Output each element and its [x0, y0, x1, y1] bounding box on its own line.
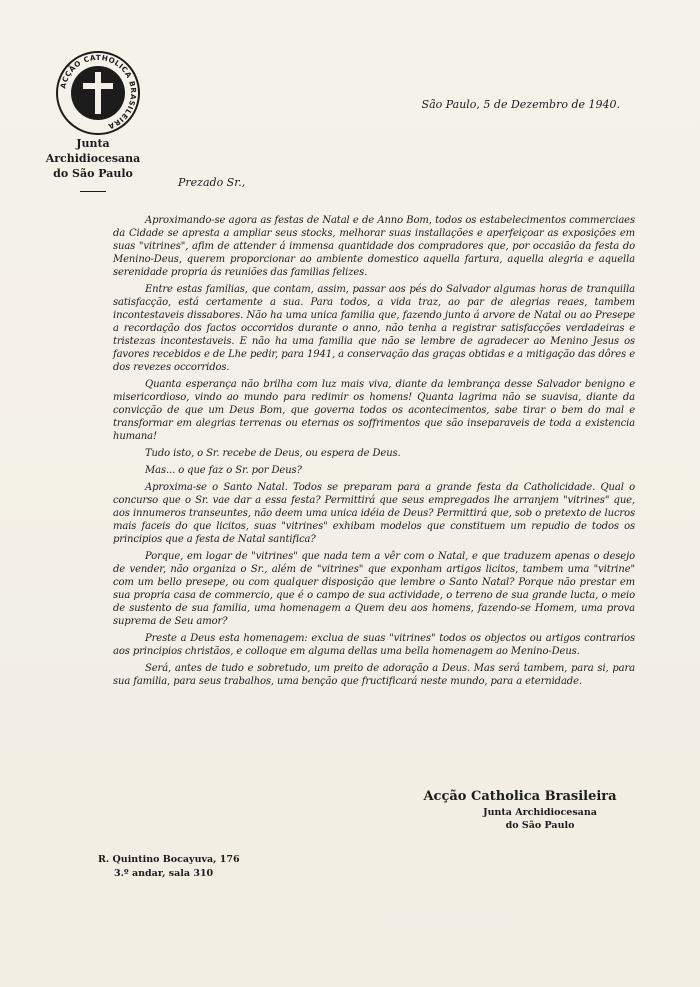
letterhead-line2: do São Paulo: [53, 167, 133, 180]
paragraph-4: Tudo isto, o Sr. recebe de Deus, ou espera de Deus.: [145, 448, 401, 459]
paragraph-7: Porque, em logar de "vitrines" que nada tem a vêr com o Natal, e que traduzem apenas o desejo de vender, não organiza o Sr., além de "vitrines" que exponham artigos licitos, tambem uma "vitrine" com um bello presepe, ou com qualquer disposição que lembre o Santo Natal? Porque não prestar em sua propria casa de commercio, que é o campo de sua actividade, o terreno de sua grande lucta, o meio de sustento de sua familia, uma homenagem a Quem deu aos homens, fazendo-se Homem, uma prova suprema de Seu amor?: [113, 551, 635, 627]
paragraph-6: Aproxima-se o Santo Natal. Todos se preparam para a grande festa da Catholicidade. Qual o concurso que o Sr. vae dar a essa festa? Permittirá que seus empregados lhe arranjem "vitrines" que, aos innumeros transeuntes, não deem uma unica idéia de Deus? Permittirá que, sob o pretexto de lucros mais faceis do que licitos, suas "vitrines" exhibam modelos que constituem um repudio de todos os principios que a festa de Natal santifica?: [113, 482, 635, 545]
seal-emblem: [55, 50, 141, 136]
seal-text: ACÇÃO CATHOLICA BRASILEIRA: [58, 52, 139, 132]
paragraph-8: Preste a Deus esta homenagem: exclua de suas "vitrines" todos os objectos ou artigos contrarios aos principios christãos, e colloque em alguma dellas uma bella homenagem ao Menino-Deus.: [113, 633, 635, 657]
signature-org: Acção Catholica Brasileira: [423, 789, 617, 804]
address-line2: 3.º andar, sala 310: [114, 868, 214, 879]
letterhead-line1: Junta Archidiocesana: [45, 137, 141, 165]
letter-body: [113, 214, 635, 692]
paragraph-9: Será, antes de tudo e sobretudo, um preito de adoração a Deus. Mas será tambem, para si, para sua familia, para seus trabalhos, uma benção que fructificará neste mundo, para a eternidade.: [113, 663, 635, 687]
signature-block: [420, 788, 620, 832]
letterhead-org: [30, 136, 156, 192]
address-line1: R. Quintino Bocayuva, 176: [98, 854, 240, 865]
paragraph-2: Entre estas familias, que contam, assim, passar aos pés do Salvador algumas horas de tranquilla satisfacção, está certamente a sua. Para todos, a vida traz, ao par de alegrias reaes, tambem incontestaveis dissabores. Não ha uma unica familia que, fazendo junto á arvore de Natal ou ao Presepe a recordação dos factos occorridos durante o anno, não tenha a registrar satisfacções verdadeiras e tristezas incontestaveis. E não ha uma familia que não se lembre de agradecer ao Menino Jesus os favores recebidos e de Lhe pedir, para 1941, a conservação das graças obtidas e a mitigação das dôres e dos revezes occorridos.: [113, 284, 635, 373]
letterhead-divider: [80, 191, 106, 192]
paragraph-3: Quanta esperança não brilha com luz mais viva, diante da lembrança desse Salvador benigno e misericordioso, vindo ao mundo para redimir os homens! Quanta lagrima não se suavisa, diante da convicção de que um Deus Bom, que governa todos os acontecimentos, sabe tirar o bem do mal e transformar em alegrias terrenas ou eternas os soffrimentos que são inseparaveis de toda a existencia humana!: [113, 379, 635, 442]
paragraph-5: Mas... o que faz o Sr. por Deus?: [145, 465, 302, 476]
signature-sub1: Junta Archidiocesana: [483, 807, 597, 818]
letter-date: São Paulo, 5 de Dezembro de 1940.: [421, 98, 620, 111]
signature-sub2: do São Paulo: [505, 820, 575, 831]
paragraph-1: Aproximando-se agora as festas de Natal e de Anno Bom, todos os estabelecimentos commerciaes da Cidade se apresta a ampliar seus stocks, melhorar suas installações e aperfeiçoar as exposições em suas "vitrines", afim de attender á immensa quantidade dos compradores que, por occasião da festa do Menino-Deus, querem proporcionar ao ambiente domestico aquella fartura, aquella alegria e aquella serenidade propria ás reuniões das familias felizes.: [113, 215, 635, 278]
address-block: [98, 853, 240, 881]
salutation: Prezado Sr.,: [178, 176, 246, 189]
